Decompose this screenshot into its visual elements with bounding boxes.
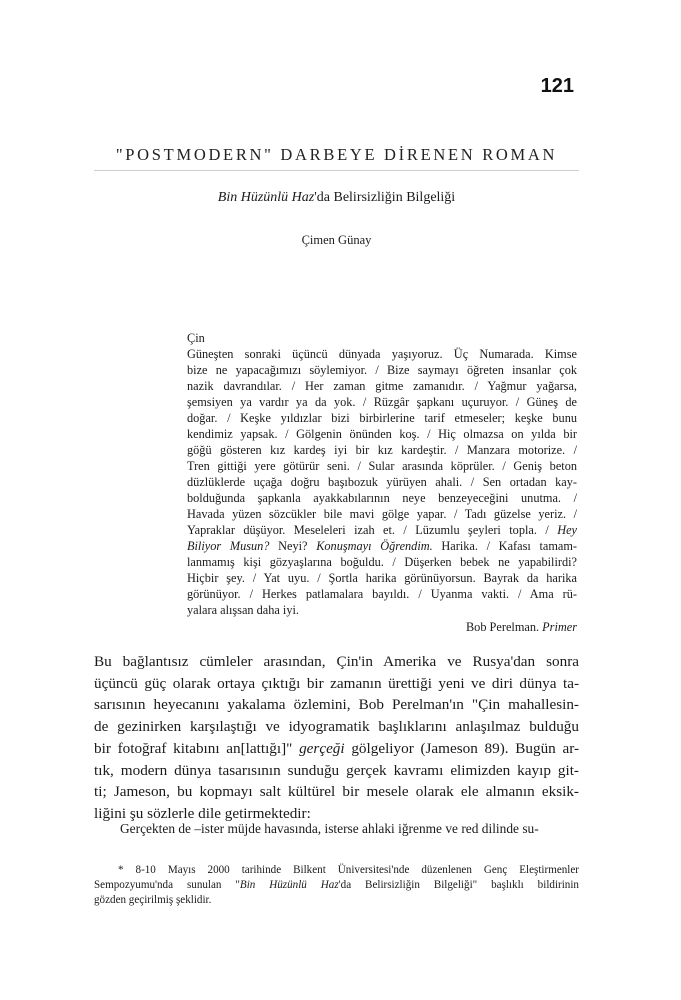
epigraph	[187, 330, 577, 635]
title-divider	[94, 170, 579, 171]
epigraph-line: Hiçbir şey. / Yat uyu. / Şortla harika görünüyorsun. Bayrak da harika	[187, 571, 577, 585]
epigraph-line: yalara alışsan daha iyi.	[187, 603, 299, 617]
body-line: de gezinirken karşılaştığı ve idyogramatik başlıklarını anlaşılmaz bulduğu	[94, 718, 579, 736]
body-line: ti; Jameson, bu kopmayı salt kültürel bir mesele olarak ele almanın eksik-	[94, 783, 579, 801]
epigraph-italic: Konuşmayı Öğrendim.	[316, 539, 433, 553]
epigraph-line	[187, 538, 577, 554]
epigraph-text: Yapraklar düşüyor. Meseleleri izah et. / Lüzumlu şeyleri topla. /	[187, 523, 549, 537]
article-subtitle	[94, 190, 579, 206]
footnote-line: * 8-10 Mayıs 2000 tarihinde Bilkent Üniversitesi'nde düzenlenen Genç Eleştirmenler	[118, 864, 579, 876]
footnote-text: 'da Belirsizliğin Bilgeliği" başlıklı bildirinin	[338, 879, 579, 891]
epigraph-line: doğar. / Keşke yıldızlar bizi birbirlerine tarif etmeseler; keşke bunu	[187, 411, 577, 425]
epigraph-line: şemsiyen ya vardır ya da yok. / Rüzgâr şapkanı uçuruyor. / Güneş de	[187, 395, 577, 409]
epigraph-line: Güneşten sonraki üçüncü dünyada yaşıyoruz. Üç Numarada. Kimse	[187, 347, 577, 361]
epigraph-text: Harika. / Kafası tamam-	[441, 539, 578, 553]
epigraph-line: göğü gösteren kız kardeş iyi bir kız kardeştir. / Manzara motorize. /	[187, 443, 577, 457]
author-name: Çimen Günay	[301, 233, 372, 247]
subtitle-rest: 'da Belirsizliğin Bilgeliği	[314, 190, 456, 205]
epigraph-italic: Hey	[557, 523, 578, 537]
body-italic: gerçeği	[299, 739, 345, 757]
footnote	[94, 863, 579, 908]
attribution-author: Bob Perelman.	[465, 620, 540, 634]
footnote-line: gözden geçirilmiş şeklidir.	[94, 894, 212, 906]
body-line: Bu bağlantısız cümleler arasından, Çin'in Amerika ve Rusya'dan sonra	[94, 653, 579, 670]
epigraph-line: nazik davrandılar. / Her zaman gitme zamanıdır. / Yağmur yağarsa,	[187, 379, 577, 393]
body-line	[94, 738, 579, 760]
epigraph-attribution	[187, 619, 577, 635]
epigraph-line: bolduğunda şapkanla ayakkabılarının neye benzeyeceğini unutma. /	[187, 491, 577, 505]
body-line: tık, modern dünya tasarısının sunduğu gerçek kavramı elimizden kayıp git-	[94, 761, 579, 779]
epigraph-text: Neyi?	[278, 539, 308, 553]
body-line: üçüncü güç olarak ortaya çıktığı bir zamanın ürettiği yeni ve diri dünya ta-	[94, 674, 579, 692]
epigraph-line: düzlüklerde uçağa doğru başıbozuk yürüyen ahali. / Sen ortadan kay-	[187, 475, 577, 489]
page-number: 121	[540, 75, 574, 97]
epigraph-line: Tren gittiği yere götürür seni. / Sular arasında köprüler. / Geniş beton	[187, 459, 577, 473]
epigraph-line: Havada yüzen sözcükler bile mavi gölge yapar. / Tadı güzelse yeriz. /	[187, 507, 577, 521]
epigraph-line: lanmamış kişi gözyaşlarına boğuldu. / Düşerken bebek ne yapabilirdi?	[187, 555, 577, 569]
footnote-italic: Bin Hüzünlü Haz	[239, 879, 339, 891]
body-text: gölgeliyor (Jameson 89). Bugün ar-	[351, 739, 580, 757]
subtitle-book-title: Bin Hüzünlü Haz	[217, 190, 315, 205]
block-quote-start: Gerçekten de –ister müjde havasında, isterse ahlaki iğrenme ve red dilinde su-	[120, 821, 539, 836]
epigraph-line: kendimiz yapsak. / Gölgenin önünden koş. / Hiç olmazsa on yılda bir	[187, 427, 577, 441]
article-title: "POSTMODERN" DARBEYE DİRENEN ROMAN	[115, 145, 558, 164]
epigraph-line: bize ne yapacağımızı söylemiyor. / Bize saymayı öğreten insanlar çok	[187, 363, 577, 377]
body-text: bir fotoğraf kitabını an[lattığı]"	[94, 739, 293, 757]
body-paragraph	[94, 651, 579, 825]
footnote-text: Sempozyumu'nda sunulan "	[94, 879, 240, 891]
attribution-work: Primer	[542, 620, 577, 634]
body-line: liğini şu sözlerle dile getirmektedir:	[94, 804, 311, 822]
epigraph-italic: Biliyor Musun?	[187, 539, 270, 553]
body-line: sarısının heyecanını yakalama özlemini, Bob Perelman'ın "Çin mahallesin-	[94, 696, 579, 714]
epigraph-heading: Çin	[187, 331, 205, 345]
epigraph-line	[187, 522, 577, 538]
footnote-line	[94, 878, 579, 893]
epigraph-line: görünüyor. / Herkes patlamalara bayıldı. / Uyanma vakti. / Ama rü-	[187, 587, 577, 601]
